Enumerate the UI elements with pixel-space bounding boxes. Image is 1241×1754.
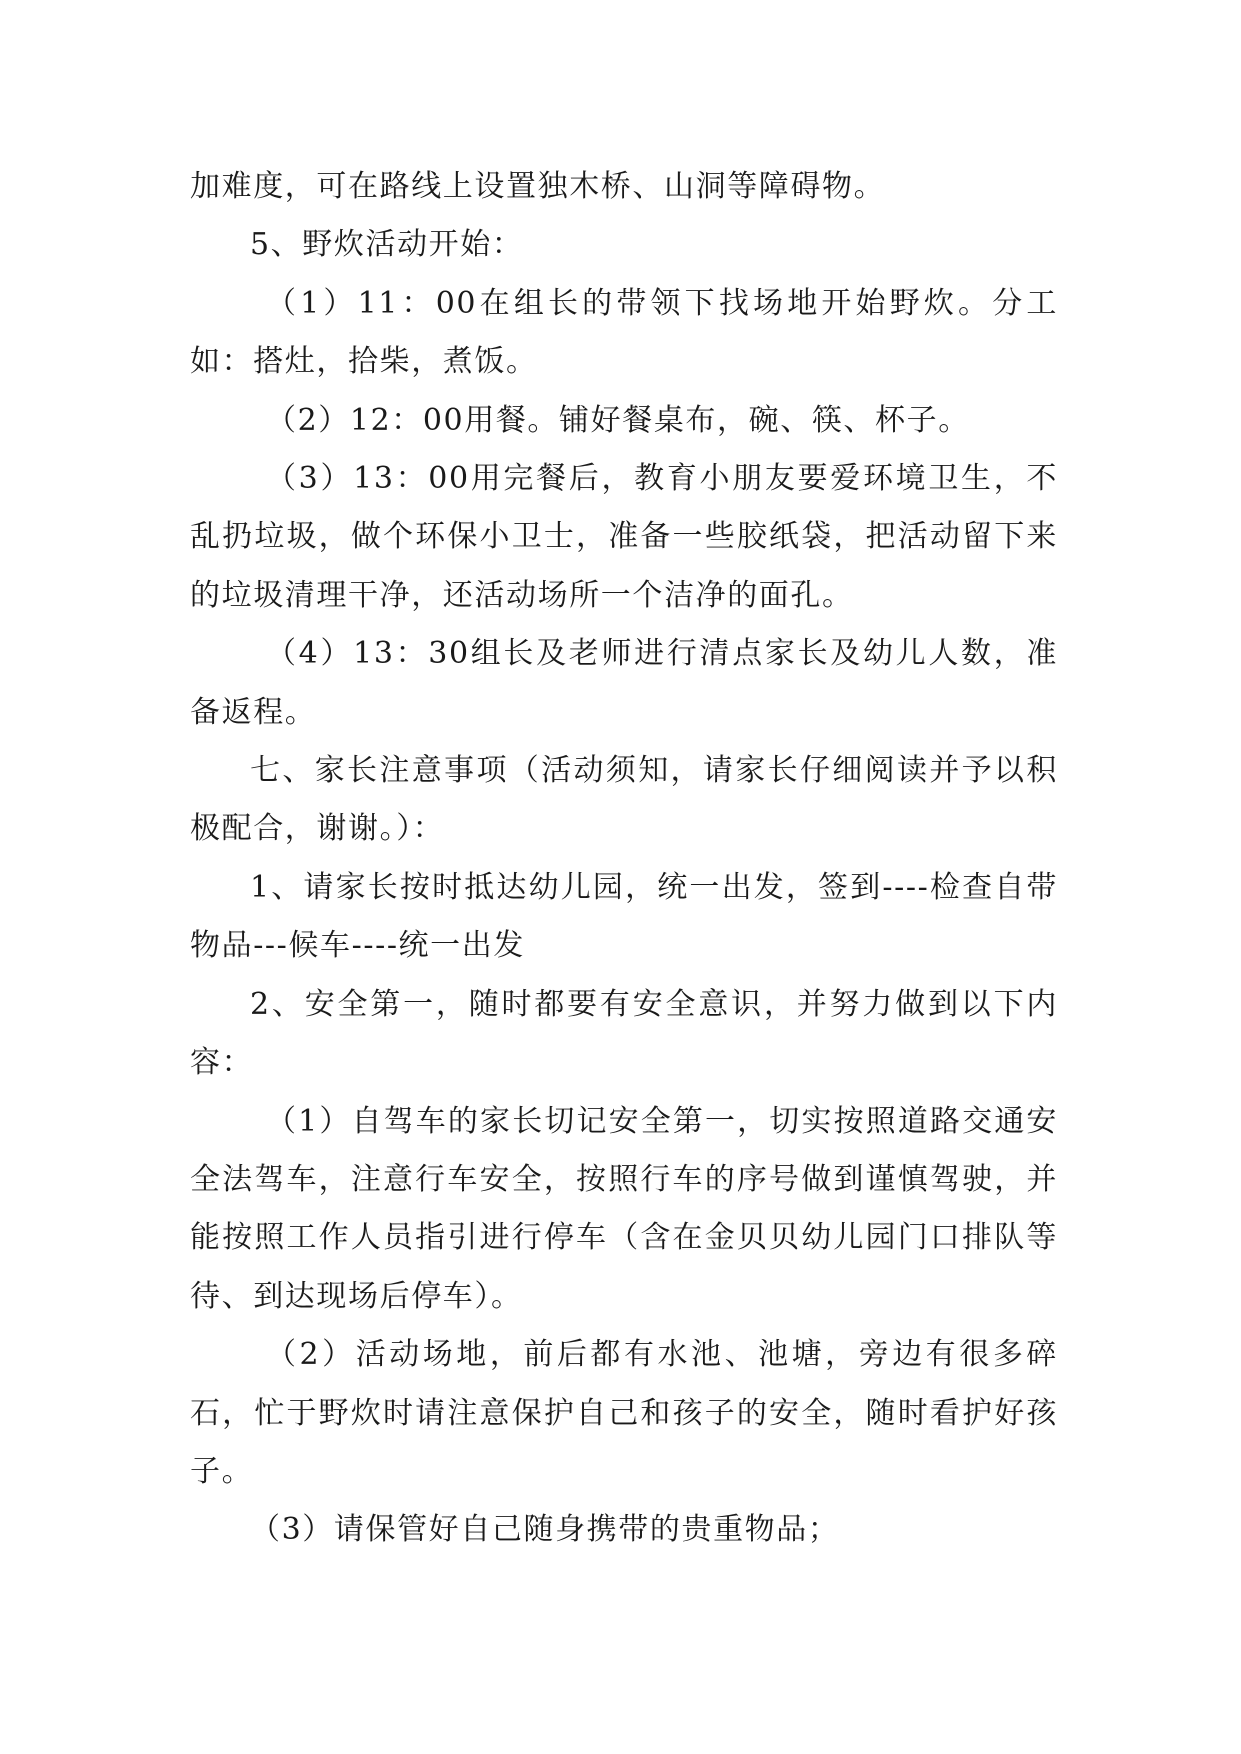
document-body [190,158,1058,1560]
paragraph-parent-notes-heading: 七、家长注意事项（活动须知，请家长仔细阅读并予以积极配合，谢谢。）： [190,753,1058,847]
paragraph-picnic-step-2: （2）12：00用餐。铺好餐桌布，碗、筷、杯子。 [266,402,970,438]
paragraph-note-2-item-3: （3）请保管好自己随身携带的贵重物品； [250,1512,840,1548]
paragraph-picnic-step-4: （4）13：30组长及老师进行清点家长及幼儿人数，准备返程。 [190,636,1058,730]
paragraph-note-1: 1、请家长按时抵达幼儿园，统一出发，签到----检查自带物品---候车----统一出发 [190,869,1058,964]
paragraph-continuation: 加难度，可在路线上设置独木桥、山洞等障碍物。 [190,169,886,204]
paragraph-note-2: 2、安全第一，随时都要有安全意识，并努力做到以下内容： [190,986,1058,1081]
paragraph-note-2-item-1: （1）自驾车的家长切记安全第一，切实按照道路交通安全法驾车，注意行车安全，按照行车的序号做到谨慎驾驶，并能按照工作人员指引进行停车（含在金贝贝幼儿园门口排队等待、到达现场后停车）。 [190,1103,1058,1314]
paragraph-picnic-step-1: （1）11：00在组长的带领下找场地开始野炊。分工如：搭灶，拾柴，煮饭。 [190,285,1058,380]
paragraph-picnic-step-3: （3）13：00用完餐后，教育小朋友要爱环境卫生，不乱扔垃圾，做个环保小卫士，准备一些胶纸袋，把活动留下来的垃圾清理干净，还活动场所一个洁净的面孔。 [190,461,1058,613]
paragraph-note-2-item-2: （2）活动场地，前后都有水池、池塘，旁边有很多碎石，忙于野炊时请注意保护自己和孩子的安全，随时看护好孩子。 [190,1337,1058,1489]
paragraph-picnic-start: 5、野炊活动开始： [250,227,524,263]
